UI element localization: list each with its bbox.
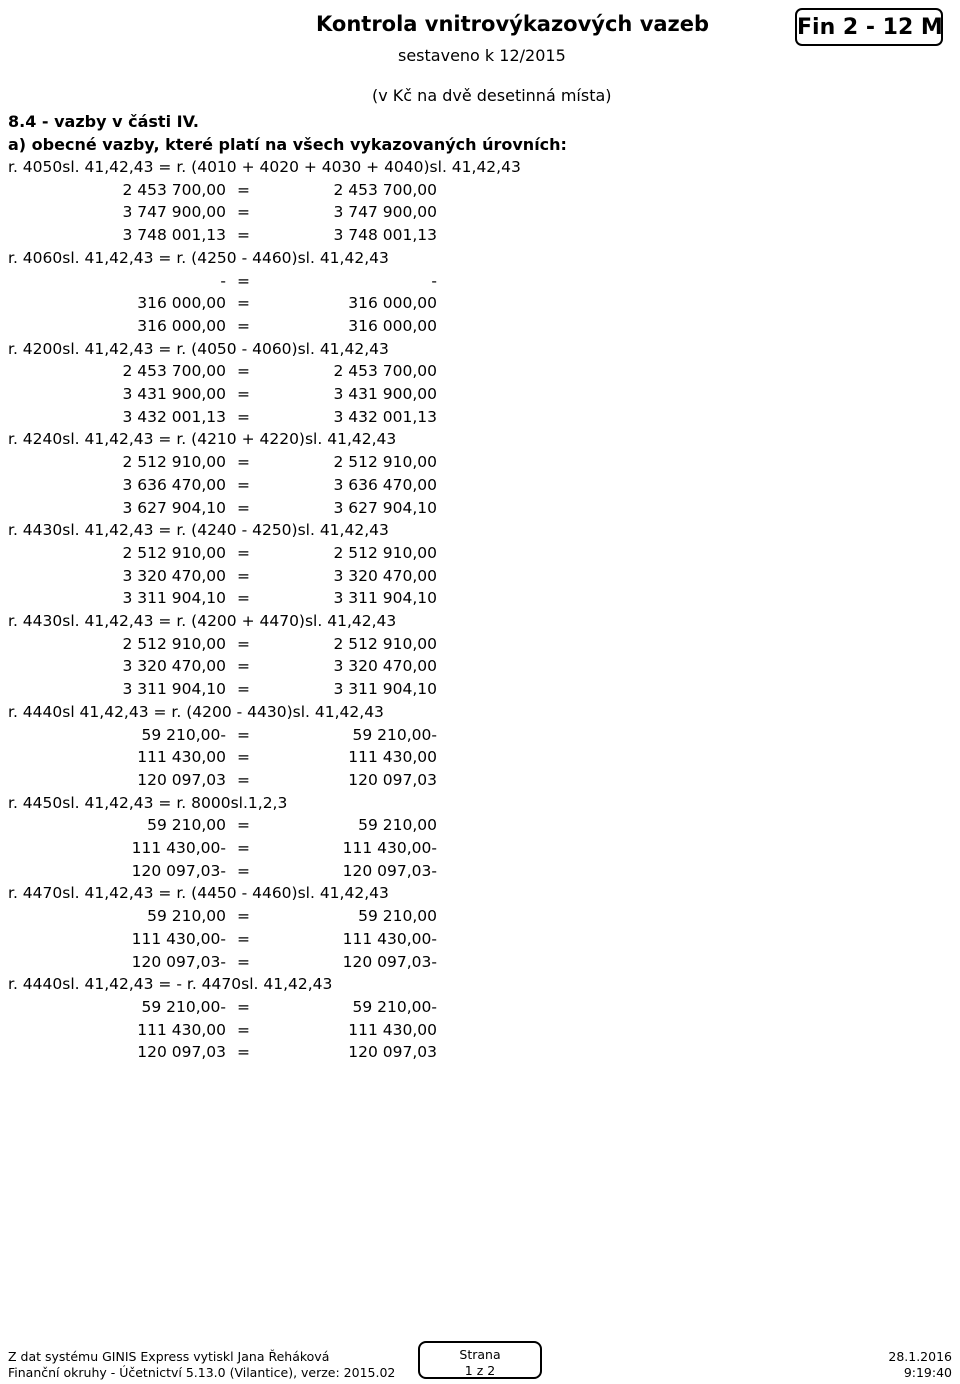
relation-label: r. 4240sl. 41,42,43 = r. (4210 + 4220)sl. 41,42,43 xyxy=(8,430,397,449)
right-side-value: 2 453 700,00 xyxy=(333,362,437,381)
relation-label: r. 4200sl. 41,42,43 = r. (4050 - 4060)sl. 41,42,43 xyxy=(8,339,389,358)
equals-sign: = xyxy=(237,725,250,744)
equals-sign: = xyxy=(237,816,250,835)
equals-sign: = xyxy=(237,929,250,948)
footer-software: Finanční okruhy - Účetnictví 5.13.0 (Vilantice), verze: 2015.02 xyxy=(8,1365,396,1380)
right-side-value: 59 210,00- xyxy=(352,725,437,744)
left-side-value: 3 320 470,00 xyxy=(122,566,226,585)
equals-sign: = xyxy=(237,861,250,880)
left-side-value: 111 430,00- xyxy=(131,839,226,857)
left-side-value: 2 453 700,00 xyxy=(122,362,226,381)
left-side-value: 2 512 910,00 xyxy=(122,634,226,653)
right-side-value: 316 000,00 xyxy=(348,294,437,313)
right-side-value: 59 210,00 xyxy=(358,816,437,835)
section-heading: 8.4 - vazby v části IV. xyxy=(8,112,199,131)
equals-sign: = xyxy=(237,907,250,926)
right-side-value: 3 627 904,10 xyxy=(333,498,437,517)
equals-sign: = xyxy=(237,770,250,789)
subsection-heading: a) obecné vazby, které platí na všech vykazovaných úrovních: xyxy=(8,135,567,154)
right-side-value: 120 097,03- xyxy=(342,861,437,880)
equals-sign: = xyxy=(237,498,250,517)
equals-sign: = xyxy=(237,271,250,290)
right-side-value: 120 097,03- xyxy=(342,952,437,971)
relation-label: r. 4430sl. 41,42,43 = r. (4240 - 4250)sl. 41,42,43 xyxy=(8,521,389,540)
left-side-value: 3 636 470,00 xyxy=(122,475,226,494)
right-side-value: 59 210,00 xyxy=(358,907,437,926)
left-side-value: 120 097,03 xyxy=(137,770,226,789)
right-side-value: 316 000,00 xyxy=(348,316,437,335)
page-indicator xyxy=(418,1341,542,1379)
left-side-value: 3 627 904,10 xyxy=(122,498,226,517)
footer-printed-by: Z dat systému GINIS Express vytiskl Jana Řeháková xyxy=(8,1349,330,1364)
right-side-value: 111 430,00- xyxy=(342,929,437,948)
right-side-value: 2 512 910,00 xyxy=(333,543,437,562)
relation-label: r. 4450sl. 41,42,43 = r. 8000sl.1,2,3 xyxy=(8,793,288,812)
right-side-value: 2 453 700,00 xyxy=(333,180,437,199)
equals-sign: = xyxy=(237,543,250,562)
relation-label: r. 4470sl. 41,42,43 = r. (4450 - 4460)sl. 41,42,43 xyxy=(8,884,389,903)
relation-label: r. 4440sl 41,42,43 = r. (4200 - 4430)sl. 41,42,43 xyxy=(8,702,384,721)
equals-sign: = xyxy=(237,634,250,653)
left-side-value: 3 320 470,00 xyxy=(122,657,226,676)
right-side-value: 3 311 904,10 xyxy=(333,680,437,699)
report-subtitle: sestaveno k 12/2015 xyxy=(398,46,566,65)
units-note: (v Kč na dvě desetinná místa) xyxy=(372,86,612,105)
equals-sign: = xyxy=(237,453,250,472)
equals-sign: = xyxy=(237,203,250,222)
right-side-value: 111 430,00 xyxy=(348,1020,437,1039)
left-side-value: 111 430,00- xyxy=(131,929,226,948)
equals-sign: = xyxy=(237,407,250,426)
right-side-value: 3 431 900,00 xyxy=(333,385,437,403)
equals-sign: = xyxy=(237,839,250,857)
left-side-value: 316 000,00 xyxy=(137,316,226,335)
left-side-value: 2 512 910,00 xyxy=(122,543,226,562)
right-side-value: 120 097,03 xyxy=(348,1043,437,1062)
left-side-value: 2 453 700,00 xyxy=(122,180,226,199)
left-side-value: 3 748 001,13 xyxy=(122,226,226,245)
left-side-value: 120 097,03- xyxy=(131,952,226,971)
right-side-value: - xyxy=(431,271,437,290)
equals-sign: = xyxy=(237,226,250,245)
left-side-value: 120 097,03- xyxy=(131,861,226,880)
left-side-value: 111 430,00 xyxy=(137,748,226,767)
right-side-value: 3 432 001,13 xyxy=(333,407,437,426)
left-side-value: 59 210,00 xyxy=(147,816,226,835)
right-side-value: 3 311 904,10 xyxy=(333,589,437,608)
left-side-value: 2 512 910,00 xyxy=(122,453,226,472)
equals-sign: = xyxy=(237,475,250,494)
right-side-value: 3 636 470,00 xyxy=(333,475,437,494)
left-side-value: 59 210,00- xyxy=(141,997,226,1016)
page-label: Strana xyxy=(459,1347,501,1362)
equals-sign: = xyxy=(237,1020,250,1039)
right-side-value: 3 747 900,00 xyxy=(333,203,437,222)
right-side-value: 59 210,00- xyxy=(352,997,437,1016)
equals-sign: = xyxy=(237,997,250,1016)
report-title: Kontrola vnitrovýkazových vazeb xyxy=(316,12,710,36)
right-side-value: 2 512 910,00 xyxy=(333,634,437,653)
left-side-value: 3 432 001,13 xyxy=(122,407,226,426)
equals-sign: = xyxy=(237,566,250,585)
relation-label: r. 4050sl. 41,42,43 = r. (4010 + 4020 + 4030 + 4040)sl. 41,42,43 xyxy=(8,158,521,176)
left-side-value: 3 311 904,10 xyxy=(122,680,226,699)
equals-sign: = xyxy=(237,362,250,381)
equals-sign: = xyxy=(237,385,250,403)
left-side-value: 3 431 900,00 xyxy=(122,385,226,403)
equals-sign: = xyxy=(237,589,250,608)
equals-sign: = xyxy=(237,680,250,699)
right-side-value: 120 097,03 xyxy=(348,770,437,789)
equals-sign: = xyxy=(237,748,250,767)
left-side-value: - xyxy=(220,271,226,290)
relation-label: r. 4060sl. 41,42,43 = r. (4250 - 4460)sl. 41,42,43 xyxy=(8,248,389,267)
equals-sign: = xyxy=(237,294,250,313)
right-side-value: 3 320 470,00 xyxy=(333,566,437,585)
left-side-value: 120 097,03 xyxy=(137,1043,226,1062)
report-code-badge: Fin 2 - 12 M xyxy=(795,8,943,46)
right-side-value: 3 748 001,13 xyxy=(333,226,437,245)
footer-date: 28.1.2016 xyxy=(888,1349,952,1364)
equals-sign: = xyxy=(237,1043,250,1062)
right-side-value: 3 320 470,00 xyxy=(333,657,437,676)
left-side-value: 316 000,00 xyxy=(137,294,226,313)
left-side-value: 111 430,00 xyxy=(137,1020,226,1039)
footer-time: 9:19:40 xyxy=(903,1365,952,1380)
left-side-value: 3 311 904,10 xyxy=(122,589,226,608)
page-number: 1 z 2 xyxy=(464,1363,496,1378)
equals-sign: = xyxy=(237,316,250,335)
left-side-value: 59 210,00- xyxy=(141,725,226,744)
equals-sign: = xyxy=(237,952,250,971)
right-side-value: 2 512 910,00 xyxy=(333,453,437,472)
left-side-value: 3 747 900,00 xyxy=(122,203,226,222)
right-side-value: 111 430,00 xyxy=(348,748,437,767)
equals-sign: = xyxy=(237,180,250,199)
right-side-value: 111 430,00- xyxy=(342,839,437,857)
equals-sign: = xyxy=(237,657,250,676)
relation-label: r. 4430sl. 41,42,43 = r. (4200 + 4470)sl. 41,42,43 xyxy=(8,612,397,630)
left-side-value: 59 210,00 xyxy=(147,907,226,926)
relation-label: r. 4440sl. 41,42,43 = - r. 4470sl. 41,42,43 xyxy=(8,975,333,994)
